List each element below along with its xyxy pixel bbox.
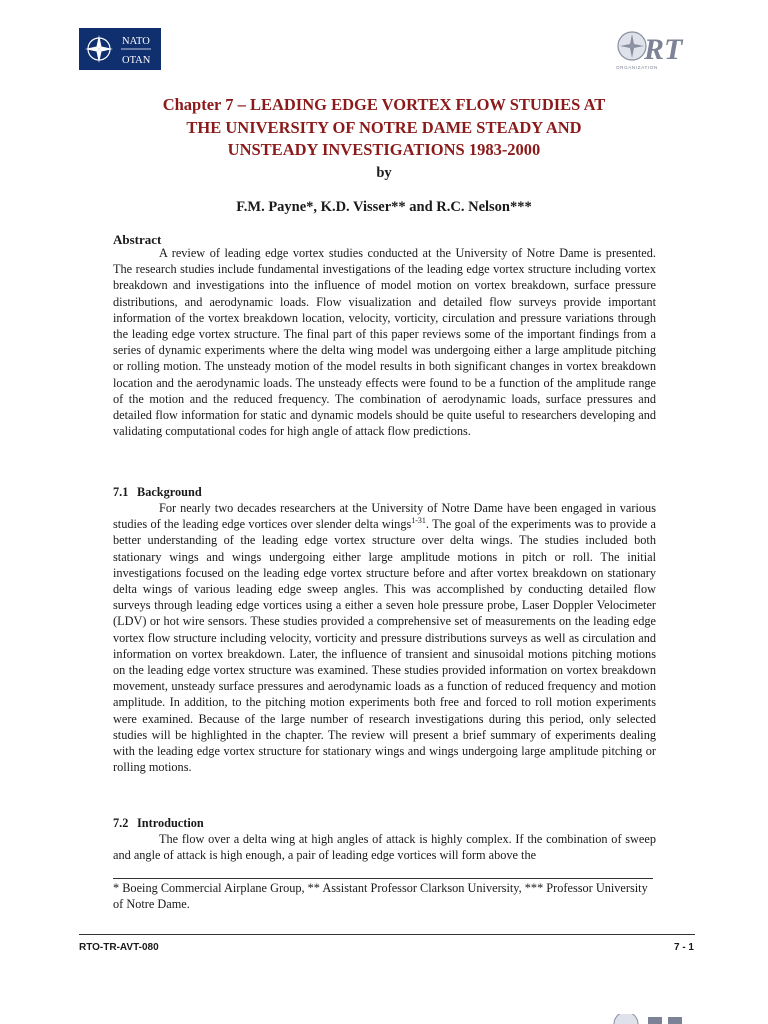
background-text: For nearly two decades researchers at the University of Notre Dame have been engaged in various studies of the leading edge vortices over slender delta wings$^{1-31}$. The goal of the experiments was to provide a better understanding of the leading edge vortex structure over delta wings. The studies included both stationary wings and wings undergoing either large amplitude motions in pitch or roll. The initial investigations focused on the leading edge vortex structure before and after vortex breakdown on stationary delta wings of various leading edge sweep angles. This was accomplished by conducting detailed flow surveys through leading edge vortices using a either a seven hole pressure probe, Laser Doppler Velocimeter (LDV) or hot wire sensors. These studies provided a comprehensive set of measurements on the leading edge vortex flow structure including velocity, vorticity and pressure distributions surveys as well as circulation and information on vortex breakdown. Later, the influence of transient and sinusoidal motions pitching motions on the leading edge vortex structure was examined. These studies provided information on vortex breakdown movement, unsteady surface pressures and aerodynamic loads as a function of reduced frequency and motion amplitude. In addition, to the pitching motion experiments both free and forced to roll motion experiments were examined. Because of the large number of research investigations during this period, only selected studies will be highlighted in the chapter. The review will present a brief summary of experiments dealing with the leading edge vortex structure for stationary wings and wings undergoing large amplitude pitching or rolling motions.	[113, 501, 656, 775]
introduction-heading	[113, 815, 204, 831]
svg-text:ORGANIZATION: ORGANIZATION	[616, 65, 658, 70]
svg-text:NATO: NATO	[122, 36, 150, 47]
by-line: by	[376, 165, 392, 181]
title-line-3: UNSTEADY INVESTIGATIONS 1983-2000	[227, 140, 541, 159]
next-page-logo-fragment	[608, 1014, 698, 1024]
introduction-number: 7.2	[113, 816, 129, 830]
rto-logo	[610, 28, 692, 72]
footnote: * Boeing Commercial Airplane Group, ** Assistant Professor Clarkson University, *** Professor University of Notre Dame.	[113, 881, 648, 911]
nato-otan-logo	[79, 28, 161, 70]
background-number: 7.1	[113, 485, 129, 499]
title-line-2: THE UNIVERSITY OF NOTRE DAME STEADY AND	[186, 117, 582, 137]
abstract-text: A review of leading edge vortex studies conducted at the University of Notre Dame is presented. The research studies include fundamental investigations of the leading edge vortex structure including vortex breakdown and investigations into the influence of model motion on vortex breakdown, surface pressure distributions, and aerodynamic loads. Flow visualization and detailed flow surveys provide important information of the vortex breakdown location, velocity, vorticity, circulation and pressure variations through the leading edge vortex structure. The final part of this paper reviews some of the important findings from a series of dynamic experiments where the delta wing model was undergoing either a large amplitude pitching or rolling motion. The unsteady motion of the model results in both significant changes in vortex breakdown location and the aerodynamic loads. The unsteady effects were found to be a function of the amplitude range of the motion and the reduced frequency. The combination of aerodynamic loads, surface pressures and detailed flow information for static and dynamic models should be quite useful to researchers developing and validating computational codes for high angle of attack flow predictions.	[113, 246, 656, 439]
authors: F.M. Payne*, K.D. Visser** and R.C. Nelson***	[236, 199, 532, 215]
introduction-title: Introduction	[137, 816, 204, 830]
report-number: RTO-TR-AVT-080	[79, 942, 159, 953]
svg-text:T: T	[664, 33, 683, 66]
footnote-divider	[113, 878, 653, 879]
abstract-heading: Abstract	[113, 232, 162, 247]
reference-superscript: 1-31	[411, 516, 426, 526]
background-heading	[113, 484, 202, 500]
page-number: 7 - 1	[673, 942, 694, 953]
background-title: Background	[137, 485, 202, 499]
title-line-1: Chapter 7 – LEADING EDGE VORTEX FLOW STUDIES AT	[162, 95, 606, 114]
svg-text:OTAN: OTAN	[122, 55, 151, 66]
introduction-text: The flow over a delta wing at high angles of attack is highly complex. If the combination of sweep and angle of attack is high enough, a pair of leading edge vortices will form above the	[113, 832, 656, 863]
chapter-title	[100, 94, 668, 162]
svg-text:R: R	[644, 33, 665, 66]
footer-divider	[79, 934, 695, 935]
